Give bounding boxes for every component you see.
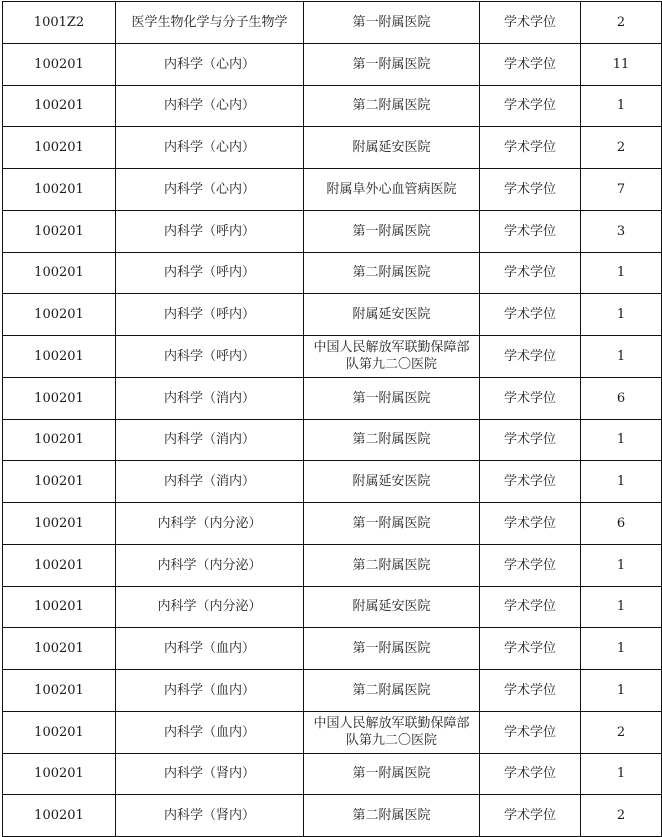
degree-type-cell: 学术学位	[480, 795, 581, 837]
major-code-cell: 100201	[3, 43, 116, 85]
quota-count-cell: 1	[581, 586, 662, 628]
table-row	[3, 544, 662, 586]
major-name-cell: 内科学（心内）	[116, 127, 304, 169]
degree-type-cell: 学术学位	[480, 461, 581, 503]
table-row	[3, 795, 662, 837]
enrollment-quota-table	[2, 1, 662, 837]
training-unit-text: 中国人民解放军联勤保障部队第九二〇医院	[313, 340, 470, 373]
training-unit-cell	[304, 169, 480, 211]
training-unit-cell	[304, 753, 480, 795]
quota-count-cell: 2	[581, 711, 662, 753]
training-unit-cell	[304, 43, 480, 85]
major-code-cell: 1001Z2	[3, 2, 116, 44]
quota-count-cell: 1	[581, 252, 662, 294]
training-unit-cell	[304, 461, 480, 503]
training-unit-cell	[304, 503, 480, 545]
quota-count-cell: 1	[581, 670, 662, 712]
table-row	[3, 586, 662, 628]
training-unit-text: 附属延安医院	[352, 474, 431, 490]
degree-type-cell: 学术学位	[480, 336, 581, 378]
major-name-cell: 医学生物化学与分子生物学	[116, 2, 304, 44]
table-row	[3, 336, 662, 378]
major-name-cell: 内科学（消内）	[116, 419, 304, 461]
training-unit-text: 第二附属医院	[352, 432, 431, 448]
major-code-cell: 100201	[3, 169, 116, 211]
training-unit-text: 附属延安医院	[352, 140, 431, 156]
quota-count-cell: 1	[581, 544, 662, 586]
table-row	[3, 419, 662, 461]
major-code-cell: 100201	[3, 85, 116, 127]
major-name-cell: 内科学（肾内）	[116, 753, 304, 795]
major-name-cell: 内科学（肾内）	[116, 795, 304, 837]
table-row	[3, 85, 662, 127]
degree-type-cell: 学术学位	[480, 586, 581, 628]
quota-count-cell: 6	[581, 503, 662, 545]
table-row	[3, 711, 662, 753]
training-unit-text: 第二附属医院	[352, 557, 431, 573]
training-unit-text: 第一附属医院	[352, 515, 431, 531]
table-body	[3, 2, 662, 837]
quota-count-cell: 7	[581, 169, 662, 211]
major-code-cell: 100201	[3, 377, 116, 419]
quota-count-cell: 2	[581, 2, 662, 44]
table-row	[3, 169, 662, 211]
degree-type-cell: 学术学位	[480, 85, 581, 127]
degree-type-cell: 学术学位	[480, 169, 581, 211]
training-unit-text: 附属阜外心血管病医院	[326, 181, 457, 197]
training-unit-cell	[304, 252, 480, 294]
major-name-cell: 内科学（血内）	[116, 711, 304, 753]
training-unit-cell	[304, 377, 480, 419]
major-code-cell: 100201	[3, 461, 116, 503]
table-row	[3, 461, 662, 503]
training-unit-cell	[304, 711, 480, 753]
training-unit-cell	[304, 210, 480, 252]
training-unit-text: 第一附属医院	[352, 390, 431, 406]
major-name-cell: 内科学（内分泌）	[116, 586, 304, 628]
major-name-cell: 内科学（呼内）	[116, 294, 304, 336]
training-unit-text: 第二附属医院	[352, 265, 431, 281]
quota-count-cell: 6	[581, 377, 662, 419]
training-unit-text: 中国人民解放军联勤保障部队第九二〇医院	[313, 716, 470, 749]
major-code-cell: 100201	[3, 670, 116, 712]
degree-type-cell: 学术学位	[480, 252, 581, 294]
training-unit-text: 附属延安医院	[352, 307, 431, 323]
degree-type-cell: 学术学位	[480, 628, 581, 670]
training-unit-text: 第一附属医院	[352, 641, 431, 657]
training-unit-text: 第二附属医院	[352, 808, 431, 824]
table-row	[3, 43, 662, 85]
training-unit-text: 附属延安医院	[352, 599, 431, 615]
major-name-cell: 内科学（心内）	[116, 85, 304, 127]
quota-count-cell: 1	[581, 419, 662, 461]
major-name-cell: 内科学（心内）	[116, 43, 304, 85]
degree-type-cell: 学术学位	[480, 127, 581, 169]
training-unit-cell	[304, 544, 480, 586]
major-code-cell: 100201	[3, 711, 116, 753]
training-unit-cell	[304, 2, 480, 44]
quota-count-cell: 1	[581, 628, 662, 670]
quota-count-cell: 3	[581, 210, 662, 252]
training-unit-cell	[304, 294, 480, 336]
quota-count-cell: 1	[581, 753, 662, 795]
quota-count-cell: 2	[581, 127, 662, 169]
major-code-cell: 100201	[3, 419, 116, 461]
degree-type-cell: 学术学位	[480, 670, 581, 712]
major-code-cell: 100201	[3, 503, 116, 545]
degree-type-cell: 学术学位	[480, 43, 581, 85]
degree-type-cell: 学术学位	[480, 711, 581, 753]
table-row	[3, 2, 662, 44]
major-code-cell: 100201	[3, 336, 116, 378]
quota-count-cell: 2	[581, 795, 662, 837]
major-name-cell: 内科学（内分泌）	[116, 544, 304, 586]
training-unit-text: 第一附属医院	[352, 223, 431, 239]
training-unit-cell	[304, 628, 480, 670]
major-code-cell: 100201	[3, 753, 116, 795]
major-code-cell: 100201	[3, 127, 116, 169]
degree-type-cell: 学术学位	[480, 544, 581, 586]
quota-count-cell: 1	[581, 461, 662, 503]
major-name-cell: 内科学（消内）	[116, 461, 304, 503]
degree-type-cell: 学术学位	[480, 210, 581, 252]
table-row	[3, 377, 662, 419]
quota-count-cell: 1	[581, 336, 662, 378]
training-unit-cell	[304, 586, 480, 628]
table-row	[3, 252, 662, 294]
major-code-cell: 100201	[3, 795, 116, 837]
major-name-cell: 内科学（血内）	[116, 628, 304, 670]
table-row	[3, 127, 662, 169]
training-unit-cell	[304, 795, 480, 837]
major-name-cell: 内科学（呼内）	[116, 336, 304, 378]
table-row	[3, 628, 662, 670]
table-row	[3, 753, 662, 795]
training-unit-cell	[304, 336, 480, 378]
training-unit-text: 第二附属医院	[352, 98, 431, 114]
training-unit-text: 第一附属医院	[352, 56, 431, 72]
table-row	[3, 210, 662, 252]
degree-type-cell: 学术学位	[480, 2, 581, 44]
degree-type-cell: 学术学位	[480, 294, 581, 336]
quota-count-cell: 1	[581, 85, 662, 127]
degree-type-cell: 学术学位	[480, 753, 581, 795]
quota-count-cell: 11	[581, 43, 662, 85]
major-code-cell: 100201	[3, 210, 116, 252]
training-unit-cell	[304, 85, 480, 127]
major-name-cell: 内科学（心内）	[116, 169, 304, 211]
major-code-cell: 100201	[3, 294, 116, 336]
training-unit-cell	[304, 127, 480, 169]
major-name-cell: 内科学（内分泌）	[116, 503, 304, 545]
table-row	[3, 670, 662, 712]
quota-count-cell: 1	[581, 294, 662, 336]
major-name-cell: 内科学（呼内）	[116, 252, 304, 294]
training-unit-text: 第一附属医院	[352, 766, 431, 782]
training-unit-cell	[304, 419, 480, 461]
major-name-cell: 内科学（血内）	[116, 670, 304, 712]
degree-type-cell: 学术学位	[480, 377, 581, 419]
table-row	[3, 294, 662, 336]
major-name-cell: 内科学（消内）	[116, 377, 304, 419]
degree-type-cell: 学术学位	[480, 503, 581, 545]
training-unit-cell	[304, 670, 480, 712]
major-name-cell: 内科学（呼内）	[116, 210, 304, 252]
major-code-cell: 100201	[3, 628, 116, 670]
major-code-cell: 100201	[3, 544, 116, 586]
major-code-cell: 100201	[3, 586, 116, 628]
major-code-cell: 100201	[3, 252, 116, 294]
degree-type-cell: 学术学位	[480, 419, 581, 461]
training-unit-text: 第二附属医院	[352, 682, 431, 698]
training-unit-text: 第一附属医院	[352, 14, 431, 30]
table-row	[3, 503, 662, 545]
